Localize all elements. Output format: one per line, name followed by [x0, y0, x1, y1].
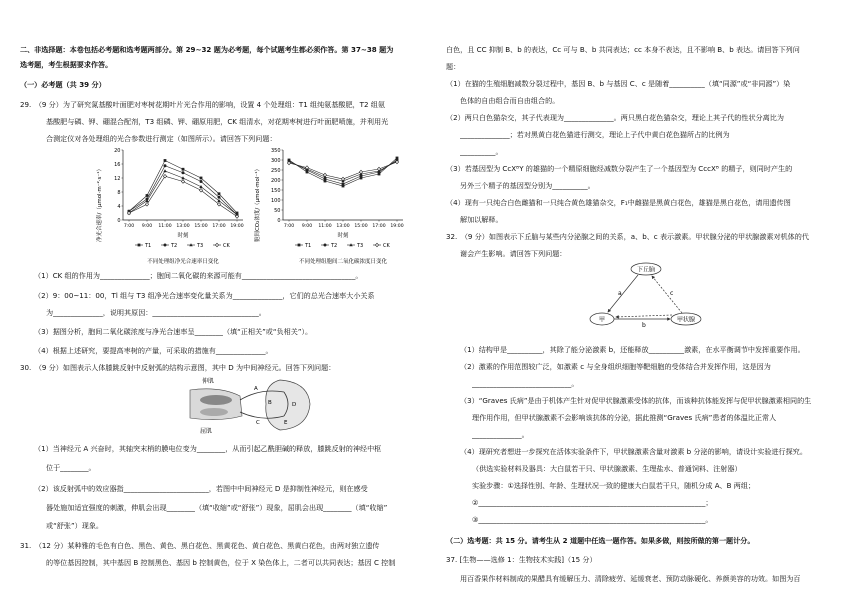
legend-label-t2: T2 — [171, 242, 178, 249]
required-heading: （一）必考题（共 39 分） — [20, 80, 106, 89]
x-tick-label: 7:00 — [123, 224, 135, 229]
q37-title: 37. [生物——选修 1：生物技术实践]（15 分） — [446, 555, 597, 564]
point-t3 — [163, 169, 166, 172]
point-t2 — [200, 180, 203, 183]
y-tick-label: 0 — [117, 217, 121, 224]
q32-part-4c: 实验步骤：①选择性别、年龄、生理状况一致的健康大白鼠若干只，随机分成 A、B 两组； — [472, 481, 756, 490]
legend-marker — [375, 243, 378, 247]
x-tick-label: 19:00 — [230, 224, 244, 229]
q32-stem-2: 谢会产生影响。请回答下列问题： — [460, 249, 567, 258]
q31-part-4b: 解加以解释。 — [460, 215, 503, 224]
point-t1 — [200, 177, 203, 180]
legend-marker — [164, 244, 167, 247]
x-tick-label: 13:00 — [336, 224, 350, 229]
chart1-caption: 不同处理组净光合速率日变化 — [147, 259, 219, 265]
q31-part-1a: （1）在猫的生殖细胞减数分裂过程中，基因 B、b 与基因 C、c 是随着__________（填“同源”或“非同源”）染 — [446, 79, 791, 88]
y-tick-label: 16 — [114, 161, 121, 168]
right-column — [446, 0, 850, 608]
chart2-xlabel: 时刻 — [337, 233, 349, 239]
chart2-caption: 不同处理组胞间二氧化碳浓度日变化 — [298, 259, 388, 265]
x-tick-label: 13:00 — [176, 224, 190, 229]
q31-part-3b: 另外三个精子的基因型分别为__________。 — [460, 181, 595, 190]
x-tick-label: 7:00 — [283, 224, 295, 229]
fig30-label-a: A — [254, 386, 258, 392]
q32-part-2a: （2）激素的作用范围较广泛，如激素 c 与全身组织细胞等靶细胞的受体结合并发挥作用，这是因为 — [460, 362, 771, 371]
q32-part-3b: 理作用作用，但甲状腺激素不会影响该抗体的分泌，据此推测“Graves 氏病”患者的体温比正常人 — [472, 413, 777, 422]
x-tick-label: 9:00 — [141, 224, 153, 229]
label-a: a — [618, 290, 622, 297]
label-c: c — [670, 290, 674, 297]
point-t2 — [182, 171, 185, 174]
reflex-arc-figure — [180, 374, 320, 436]
point-ck — [181, 180, 184, 184]
q31-stem-1: 31. （12 分）某种雅的毛色有白色、黑色、黄色、黑白花色、黑黄花色、黄白花色、黑黄白花色，由两对独立遗传 — [20, 541, 380, 550]
fig30-label-b: B — [268, 400, 272, 406]
q32-part-2b: ____________________________。 — [472, 379, 579, 388]
net-photosynthesis-chart — [95, 148, 244, 265]
thyroid-label: 甲状腺 — [676, 316, 696, 324]
x-tick-label: 15:00 — [194, 224, 208, 229]
x-tick-label: 17:00 — [212, 224, 226, 229]
chart1-xlabel: 时刻 — [177, 233, 189, 239]
y-tick-label: 20 — [114, 147, 121, 154]
q30-part-2b: 器处施加适宜强度的刺激，伸肌会出现________（填“收缩”或“舒张”）现象，屈肌会出现________（填“收缩” — [46, 503, 388, 512]
x-tick-label: 15:00 — [354, 224, 368, 229]
section-heading-cont: 选考题，考生根据要求作答。 — [20, 60, 113, 69]
section-heading: 二、非选择题：本卷包括必考题和选考题两部分。第 29~32 题为必考题，每个试题考生都必须作答。第 37~38 题为 — [20, 45, 394, 54]
legend-label-t1: T1 — [305, 242, 312, 249]
q29-stem-2: 基酸肥与磷、钾、硼混合配剂，T3 组磷、钾、硼原用肥，CK 组清水，对花期枣树进行叶面肥喷施，并利用光 — [46, 117, 389, 126]
legend-marker — [138, 244, 141, 247]
q29-stem-1: 29. （9 分）为了研究氮基酸叶面肥对枣树花期叶片光合作用的影响，设置 4 个处理组：T1 组纯氨基酸肥，T2 组氨 — [20, 100, 385, 109]
gland-jia-label: 甲 — [598, 316, 606, 324]
q31-part-2b: ______________；若对黑黄白花色猫进行测交，理论上子代中黄白花色猫所占的比例为 — [460, 130, 730, 139]
extensor-muscle — [200, 395, 232, 405]
q29-part-4: （4）根据上述研究，要提高枣树的产量，可采取的措施有______________。 — [34, 346, 273, 355]
q30-part-2a: （2）该反射弧中的效应器指________________________，若图中中间神经元 D 是抑制性神经元，则在感受 — [34, 484, 368, 493]
y-tick-label: 300 — [270, 157, 281, 164]
y-tick-label: 12 — [114, 175, 121, 182]
fig30-label-c: C — [256, 420, 260, 426]
legend-label-t3: T3 — [197, 242, 204, 249]
y-tick-label: 8 — [117, 189, 121, 196]
q32-part-3a: （3）“Graves 氏病”是由于机体产生针对促甲状腺激素受体的抗体，而该种抗体能发挥与促甲状腺激素相同的生 — [460, 396, 812, 405]
q30-part-2c: 或“舒张”）现象。 — [46, 521, 104, 530]
x-tick-label: 11:00 — [158, 224, 172, 229]
q31-part-1b: 色体的自由组合而自由组合的。 — [460, 96, 560, 105]
point-t2 — [218, 196, 221, 199]
q29-part-1: （1）CK 组的作用为______________；胞间二氧化碳的来源可能有________________________________。 — [34, 271, 363, 280]
point-t1 — [164, 159, 167, 162]
q32-part-4d: ②________________________________________________________________； — [472, 498, 713, 507]
q37-stem: 用百香果作材料制成的果醋具有缓解压力、清除疲劳、延缓衰老、预防动脉硬化、养颜美容的功效。如图为百 — [460, 574, 801, 583]
q29-stem-3: 合测定仪对各处理组的光合参数进行测定（如图所示）。请回答下列问题： — [46, 134, 277, 143]
point-t2 — [164, 164, 167, 167]
point-t2 — [342, 183, 345, 186]
hypothalamus-figure — [586, 257, 706, 335]
point-ck — [359, 170, 362, 174]
q29-charts — [97, 146, 405, 266]
x-tick-label: 19:00 — [390, 224, 404, 229]
extensor-label: 伸肌 — [202, 378, 215, 385]
q31-part-4a: （4）现有一只纯合白色雌猫和一只纯合黄色雄猫杂交，F₁中雌猫是黑黄白花色，雄猫是黑白花色，请用遗传图 — [446, 198, 791, 207]
q32-part-4e: ③________________________________________________________________。 — [472, 515, 713, 524]
flexor-muscle — [200, 408, 228, 416]
chart2-ylabel: 胞间CO₂浓度/（μmol·mol⁻¹） — [255, 165, 261, 243]
legend-marker — [215, 243, 218, 247]
x-tick-label: 11:00 — [318, 224, 332, 229]
label-b: b — [642, 322, 646, 329]
hypothalamus-label: 下丘脑 — [636, 266, 656, 274]
point-ck — [217, 202, 220, 206]
arrow-c2 — [616, 315, 672, 317]
legend-label-t2: T2 — [331, 242, 338, 249]
q31-stem-2: 的等位基因控制，其中基因 B 控制黑色、基因 b 控制黄色，位于 X 染色体上，二者可以共同表达；基因 C 控制 — [46, 558, 396, 567]
q30-stem: 30. （9 分）如图表示人体膝跳反射中反射弧的结构示意图，其中 D 为中间神经元。回答下列问题： — [20, 363, 336, 372]
x-tick-label: 9:00 — [301, 224, 313, 229]
point-ck — [199, 188, 202, 192]
legend-marker — [298, 244, 301, 247]
legend-label-t1: T1 — [145, 242, 152, 249]
x-tick-label: 17:00 — [372, 224, 386, 229]
point-t1 — [182, 168, 185, 171]
legend-marker — [324, 244, 327, 247]
flexor-label: 屈肌 — [200, 428, 213, 435]
left-column — [20, 0, 424, 608]
q29-part-2a: （2）9：00~11：00，Tl 组与 T3 组净光合速率变化量关系为______________，它们的总光合速率大小关系 — [34, 291, 375, 300]
y-tick-label: 250 — [270, 167, 281, 174]
chart1-ylabel: 净光合速率/（μmol·m⁻²·s⁻¹） — [97, 165, 103, 243]
point-t1 — [146, 194, 149, 197]
q31-part-3a: （3）若基因型为 CcXᴮY 的雄猫的一个精原细胞经减数分裂产生了一个基因型为 CccXᴮ 的精子，则同时产生的 — [446, 164, 793, 173]
q30-part-1b: 位于________。 — [46, 463, 96, 472]
q32-part-4a: （4）现研究者想进一步探究在活体实验条件下，甲状腺激素含量对激素 b 分泌的影响，请设计实验进行探究。 — [460, 447, 807, 456]
q32-part-3c: ______________。 — [472, 430, 529, 439]
point-t1 — [218, 192, 221, 195]
legend-label-ck: CK — [223, 242, 230, 249]
y-tick-label: 350 — [270, 147, 281, 154]
y-tick-label: 50 — [274, 207, 281, 214]
legend-label-t3: T3 — [357, 242, 364, 249]
intercellular-co2-chart — [253, 148, 404, 265]
elective-heading: （二）选考题：共 15 分。请考生从 2 道题中任选一题作答。如果多做，则按所做的第一题计分。 — [446, 536, 755, 545]
q30-part-1a: （1）当神经元 A 兴奋时，其轴突末梢的膜电位变为________，从而引起乙酰胆碱的释放，膝跳反射的神经中枢 — [34, 444, 382, 453]
q29-part-3: （3）据图分析，胞间二氧化碳浓度与净光合速率呈________（填“正相关”或“负相关”）。 — [34, 327, 313, 336]
q32-part-4b: （供选实验材料及器具：大白鼠若干只、甲状腺激素、生理盐水、普通饲料、注射器） — [472, 464, 742, 473]
fig30-label-d: D — [292, 402, 297, 408]
q32-stem-1: 32. （9 分）如图表示下丘脑与某些内分泌腺之间的关系，a、b、c 表示激素。甲状腺分泌的甲状腺激素对机体的代 — [446, 232, 809, 241]
y-tick-label: 0 — [277, 217, 281, 224]
y-tick-label: 200 — [270, 177, 281, 184]
y-tick-label: 150 — [270, 187, 281, 194]
q29-part-2b: 为______________，说明其原因：______________________________。 — [46, 308, 266, 317]
legend-label-ck: CK — [383, 242, 390, 249]
q31-part-2c: __________。 — [460, 147, 503, 156]
q32-part-1: （1）结构甲是__________，其除了能分泌激素 b，还能释放__________激素，在水平衡调节中发挥重要作用。 — [460, 345, 805, 354]
y-tick-label: 100 — [270, 197, 281, 204]
arrow-a — [608, 275, 638, 312]
y-tick-label: 4 — [117, 203, 121, 210]
q31-part-2a: （2）两只白色猫杂交，其子代表现为______________。两只黑白花色猫杂交，理论上其子代的性状分离比为 — [446, 113, 784, 122]
arrow-c1 — [652, 276, 682, 313]
fig30-label-e: E — [284, 420, 288, 426]
q31-cont-1: 白色，且 CC 抑制 B、b 的表达，Cc 可与 B、b 共同表达；cc 本身不表达，且不影响 B、b 表达。请回答下列问 — [446, 45, 800, 54]
q31-cont-2: 题： — [446, 62, 461, 71]
point-t3 — [217, 199, 220, 202]
